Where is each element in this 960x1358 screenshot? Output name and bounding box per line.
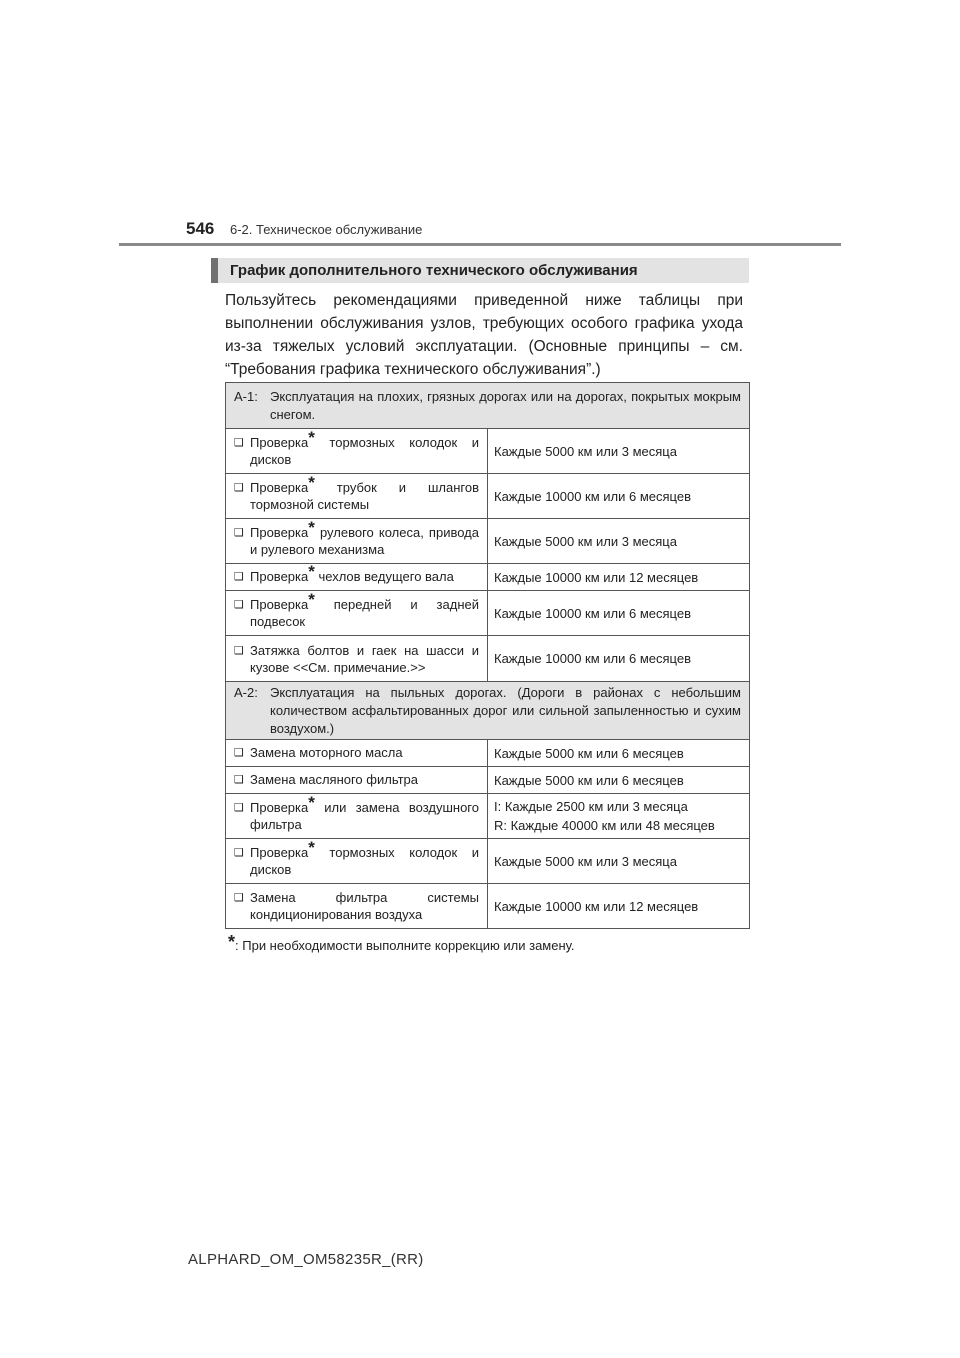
checkbox-icon: ❑ [234,527,244,539]
interval-text: Каждые 5000 км или 3 месяца [494,533,677,549]
table-row [226,564,750,591]
table-row [226,474,750,519]
item-label: Проверка [250,569,309,584]
group-code: A-2: [234,684,258,700]
item-text [250,473,479,513]
table-row [226,591,750,636]
maintenance-item-cell [226,474,488,519]
item-label-rest: рулевого колеса, привода и рулевого механизма [250,525,479,557]
interval-text: Каждые 10000 км или 6 месяцев [494,605,691,621]
maintenance-item [234,744,479,762]
group-code: A-1: [234,388,258,404]
maintenance-item [234,838,479,878]
item-label: Замена моторного масла [250,745,403,760]
maintenance-item-cell [226,564,488,591]
maintenance-item-cell [226,839,488,884]
item-text [250,889,479,923]
interval-cell [488,564,750,591]
subsection-heading: График дополнительного технического обслуживания [211,258,749,283]
maintenance-item [234,590,479,630]
interval-text: I: Каждые 2500 км или 3 месяца [494,799,688,814]
maintenance-item-cell [226,794,488,839]
item-label: Замена фильтра системы кондиционирования воздуха [250,890,479,922]
checkbox-icon: ❑ [234,892,244,904]
maintenance-item [234,473,479,513]
interval-cell [488,740,750,767]
maintenance-item [234,518,479,558]
table-row [226,767,750,794]
asterisk-mark: * [308,562,315,581]
maintenance-item-cell [226,740,488,767]
maintenance-item [234,889,479,923]
table-row [226,740,750,767]
interval-cell [488,794,750,839]
group-header-cell [226,682,750,740]
item-label-rest: тормозных колодок и дисков [250,845,479,877]
table-row [226,884,750,929]
maintenance-item [234,562,479,586]
item-label-rest: чехлов ведущего вала [314,569,454,584]
group-description: Эксплуатация на плохих, грязных дорогах или на дорогах, покрытых мокрым снегом. [270,388,741,422]
checkbox-icon: ❑ [234,774,244,786]
interval-text: Каждые 5000 км или 3 месяца [494,853,677,869]
interval-cell [488,474,750,519]
asterisk-mark: * [308,473,315,492]
group-header [234,388,741,424]
interval-text: Каждые 5000 км или 3 месяца [494,443,677,459]
group-header-row [226,383,750,429]
item-text [250,518,479,558]
interval-cell [488,429,750,474]
interval-cell [488,767,750,794]
item-text [250,744,479,762]
maintenance-item [234,771,479,789]
checkbox-icon: ❑ [234,437,244,449]
table-row [226,636,750,682]
item-label-rest: трубок и шлангов тормозной системы [250,480,479,512]
checkbox-icon: ❑ [234,571,244,583]
checkbox-icon: ❑ [234,599,244,611]
table-row [226,519,750,564]
footnote [228,932,575,953]
interval-cell [488,636,750,682]
document-id: ALPHARD_OM_OM58235R_(RR) [188,1251,424,1268]
asterisk-mark: * [308,518,315,537]
asterisk-mark: * [308,838,315,857]
checkbox-icon: ❑ [234,802,244,814]
item-label: Проверка [250,480,309,495]
item-text [250,771,479,789]
asterisk-mark: * [308,590,315,609]
item-text [250,838,479,878]
group-header-row [226,682,750,740]
maintenance-item-cell [226,884,488,929]
item-label-rest: или замена воздушного фильтра [250,800,479,832]
group-header-cell [226,383,750,429]
item-label: Затяжка болтов и гаек на шасси и кузове <<См. примечание.>> [250,642,479,675]
item-label-rest: передней и задней подвесок [250,597,479,629]
interval-cell [488,839,750,884]
interval-text: Каждые 10000 км или 12 месяцев [494,898,699,914]
asterisk-mark: * [308,428,315,447]
footnote-text: : При необходимости выполните коррекцию или замену. [235,938,575,953]
interval-cell [488,519,750,564]
interval-cell [488,591,750,636]
group-header [234,684,741,738]
interval-text: Каждые 10000 км или 6 месяцев [494,488,691,504]
item-text [250,562,479,586]
header-rule [119,243,841,246]
group-description: Эксплуатация на пыльных дорогах. (Дороги в районах с небольшим количеством асфальтированных дорог или сильной запыленностью и сухим воздухом.) [270,684,741,736]
item-label: Проверка [250,597,309,612]
item-label-rest: тормозных колодок и дисков [250,435,479,467]
item-label: Проверка [250,800,309,815]
table-row [226,839,750,884]
section-title: 6-2. Техническое обслуживание [230,222,423,237]
item-label: Проверка [250,845,309,860]
page-number: 546 [186,219,215,238]
checkbox-icon: ❑ [234,847,244,859]
item-label: Проверка [250,525,309,540]
maintenance-item-cell [226,767,488,794]
interval-text: R: Каждые 40000 км или 48 месяцев [494,818,715,833]
maintenance-item-cell [226,636,488,682]
checkbox-icon: ❑ [234,747,244,759]
intro-paragraph: Пользуйтесь рекомендациями приведенной ниже таблицы при выполнении обслуживания узлов, требующих особого графика ухода из-за тяжелых условий эксплуатации. (Основные принципы – см. “Требования графика технического обслуживания”.) [225,292,743,378]
maintenance-item-cell [226,429,488,474]
maintenance-item-cell [226,591,488,636]
item-label: Замена масляного фильтра [250,772,418,787]
item-label: Проверка [250,435,309,450]
table-row [226,429,750,474]
interval-text: Каждые 5000 км или 6 месяцев [494,745,684,761]
asterisk-mark: * [228,932,236,952]
item-text [250,642,479,676]
checkbox-icon: ❑ [234,482,244,494]
asterisk-mark: * [308,793,315,812]
maintenance-item [234,642,479,676]
maintenance-item [234,428,479,468]
interval-text: Каждые 10000 км или 6 месяцев [494,651,691,666]
item-text [250,590,479,630]
interval-text: Каждые 5000 км или 6 месяцев [494,772,684,788]
maintenance-item-cell [226,519,488,564]
table-row [226,794,750,839]
item-text [250,793,479,833]
maintenance-item [234,793,479,833]
interval-cell [488,884,750,929]
interval-text: Каждые 10000 км или 12 месяцев [494,569,699,585]
item-text [250,428,479,468]
checkbox-icon: ❑ [234,644,244,657]
maintenance-table [225,382,750,929]
